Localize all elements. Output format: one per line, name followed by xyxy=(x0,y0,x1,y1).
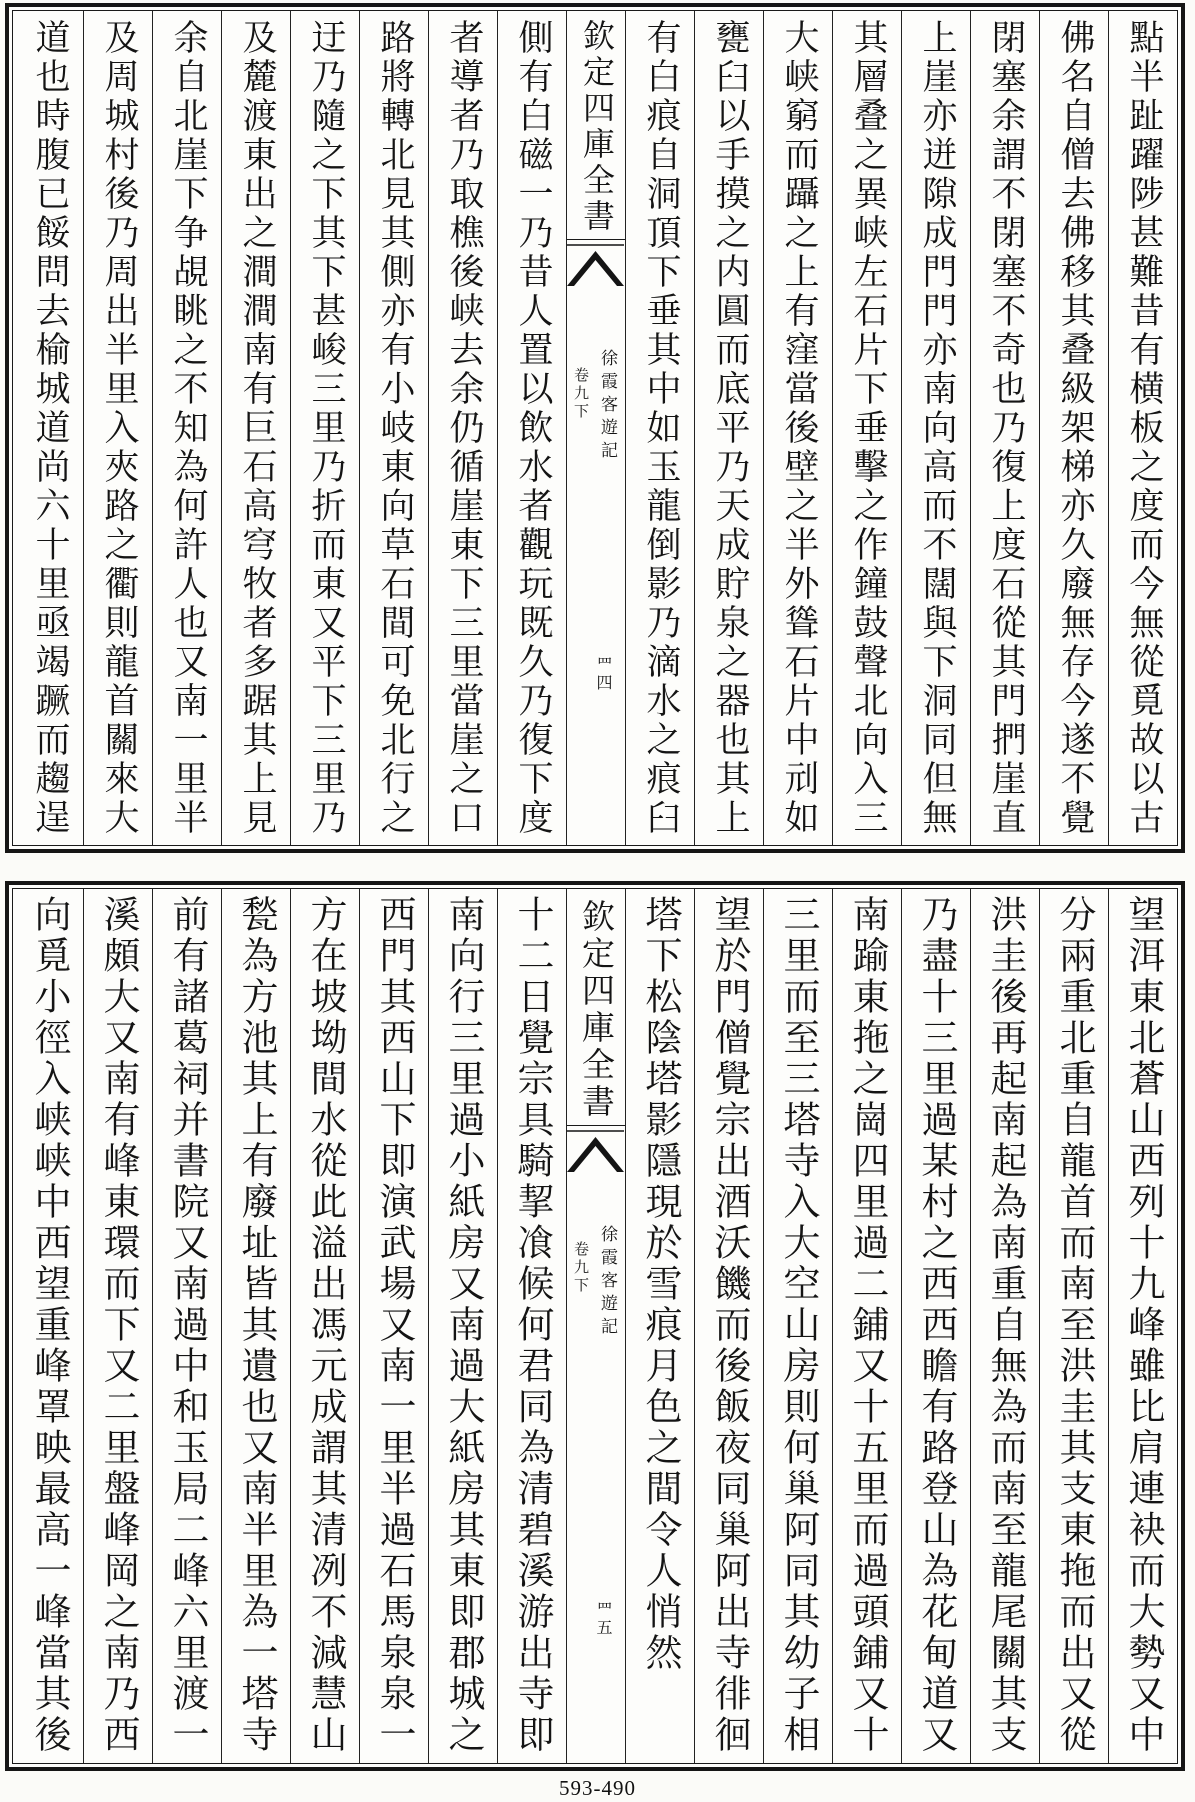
text-column: 側有白磁一乃昔人置以飲水者觀玩既久乃復下度 xyxy=(497,11,566,845)
volume-label: 卷九下 xyxy=(572,1241,590,1295)
text-column: 甃為方池其上有廢址皆其遺也又南半里為一塔寺 xyxy=(221,889,290,1763)
text-column: 南向行三里過小紙房又南過大紙房其東即郡城之 xyxy=(428,889,497,1763)
center-column xyxy=(566,889,625,1763)
page-frame xyxy=(12,10,1178,846)
text-column: 點半趾躍陟甚難昔有横板之度而今無從覓故以古 xyxy=(1108,11,1177,845)
text-column: 南踰東拖之崗四里過二鋪又十五里而過頭鋪又十 xyxy=(832,889,901,1763)
catalog-number: 593-490 xyxy=(559,1776,636,1800)
fish-tail-icon xyxy=(567,242,624,288)
text-column: 三里而至三塔寺入大空山房則何巢阿同其幼子相 xyxy=(763,889,832,1763)
fish-tail-icon xyxy=(567,1128,624,1174)
text-column: 余自北崖下争覘眺之不知為何許人也又南一里半 xyxy=(152,11,221,845)
text-column: 溪頗大又南有峰東環而下又二里盤峰岡之南乃西 xyxy=(83,889,152,1763)
text-column: 佛名自僧去佛移其叠級架梯亦久廢無存今遂不覺 xyxy=(1039,11,1108,845)
text-column: 十二日覺宗具騎挈飡候何君同為清碧溪游出寺即 xyxy=(497,889,566,1763)
text-column: 乃盡十三里過某村之西西瞻有路登山為花甸道又 xyxy=(901,889,970,1763)
text-column: 大峡窮而躡之上有窪當後壁之半外聳石片中刓如 xyxy=(763,11,832,845)
title-divider xyxy=(567,1125,625,1126)
text-column: 甕臼以手摸之内圓而底平乃天成貯泉之器也其上 xyxy=(694,11,763,845)
text-column: 及麓渡東出之澗澗南有巨石高穹牧者多踞其上見 xyxy=(221,11,290,845)
book-title: 欽定四庫全書 xyxy=(578,19,616,235)
text-column: 其層叠之異峡左石片下垂擊之作鐘鼓聲北向入三 xyxy=(832,11,901,845)
text-column: 西門其西山下即演武場又南一里半過石馬泉泉一 xyxy=(359,889,428,1763)
text-column: 分兩重北重自龍首而南至洪圭其支東拖而出又從 xyxy=(1039,889,1108,1763)
title-divider xyxy=(567,239,625,240)
text-column: 路將轉北見其側亦有小岐東向草石間可免北行之 xyxy=(359,11,428,845)
text-column: 者導者乃取樵後峡去余仍循崖東下三里當崖之口 xyxy=(428,11,497,845)
text-column: 道也時腹已餒問去榆城道尚六十里亟竭蹶而趨逞 xyxy=(30,19,70,838)
text-column: 有白痕自洞頂下垂其中如玉龍倒影乃滴水之痕臼 xyxy=(625,11,694,845)
page-number: 罒四 xyxy=(594,656,613,692)
work-title: 徐霞客遊記 xyxy=(597,349,617,464)
work-title: 徐霞客遊記 xyxy=(597,1225,617,1340)
page-panel-lower xyxy=(5,881,1185,1771)
volume-label: 卷九下 xyxy=(572,367,590,421)
text-column: 上崖亦迸隙成門門亦南向高而不闊與下洞同但無 xyxy=(901,11,970,845)
page-panel-upper xyxy=(5,3,1185,853)
text-column: 方在坡坳間水從此溢出馮元成謂其清冽不減慧山 xyxy=(290,889,359,1763)
center-column xyxy=(566,11,625,845)
book-title: 欽定四庫全書 xyxy=(577,899,616,1121)
text-column: 前有諸葛祠并書院又南過中和玉局二峰六里渡一 xyxy=(152,889,221,1763)
text-column: 望於門僧覺宗出酒沃饑而後飯夜同巢阿出寺徘徊 xyxy=(694,889,763,1763)
text-column: 迂乃隨之下其下甚峻三里乃折而東又平下三里乃 xyxy=(290,11,359,845)
text-column: 塔下松陰塔影隱現於雪痕月色之間令人悄然 xyxy=(625,889,694,1763)
text-column: 向覓小徑入峡峡中西望重峰罩映最高一峰當其後 xyxy=(28,895,71,1756)
text-column: 閉塞余謂不閉塞不奇也乃復上度石從其門捫崖直 xyxy=(970,11,1039,845)
text-column: 及周城村後乃周出半里入夾路之衢則龍首關來大 xyxy=(83,11,152,845)
text-column: 洪圭後再起南起為南重自無為而南至龍尾關其支 xyxy=(970,889,1039,1763)
page-frame xyxy=(12,888,1178,1764)
page-number: 罒五 xyxy=(594,1601,613,1637)
text-column: 望洱東北蒼山西列十九峰雖比肩連袂而大勢又中 xyxy=(1108,889,1177,1763)
